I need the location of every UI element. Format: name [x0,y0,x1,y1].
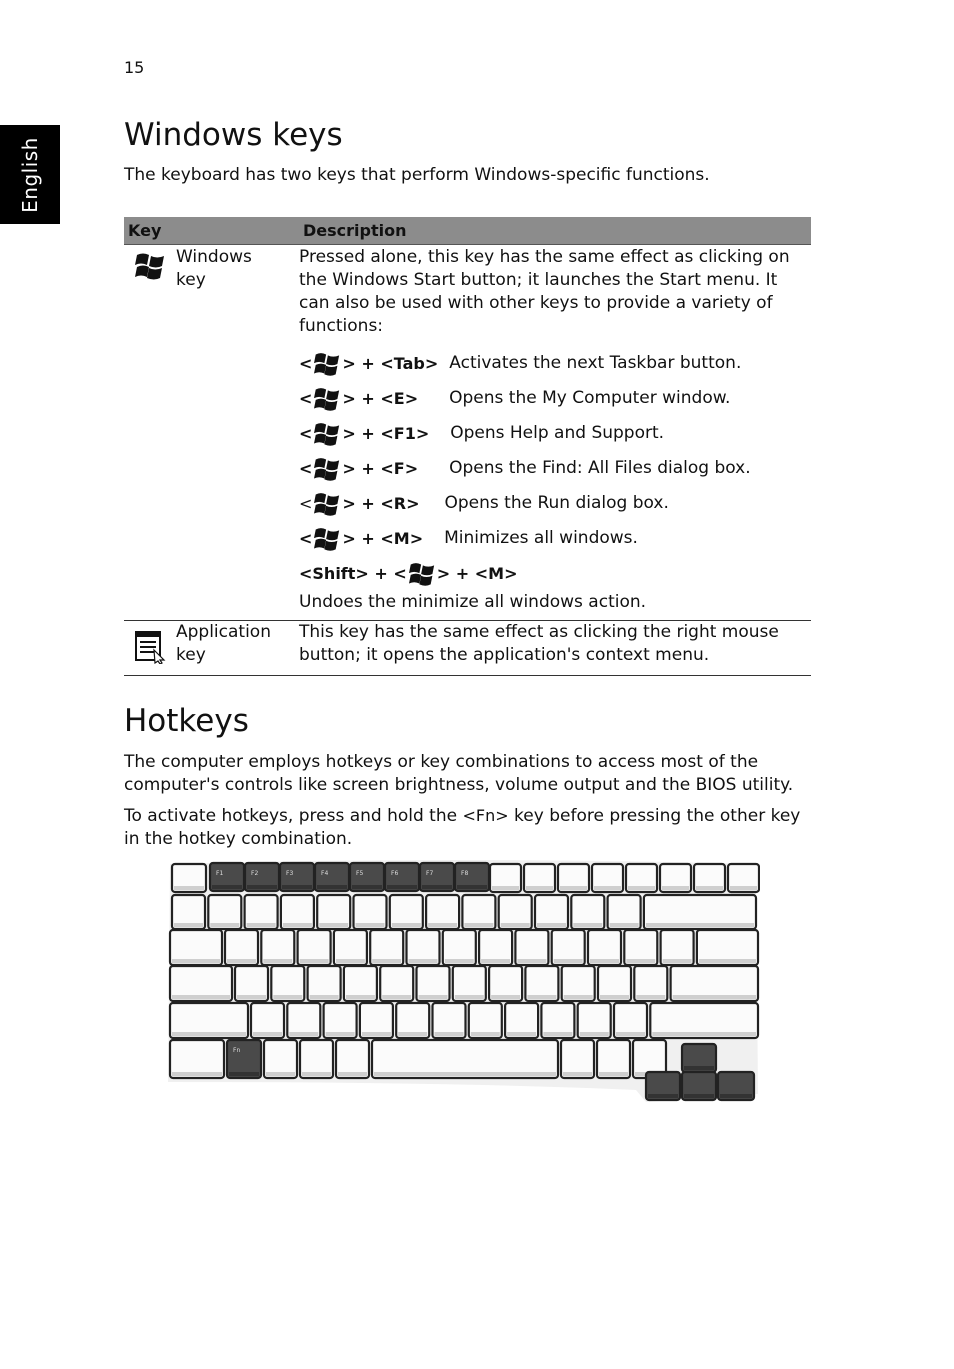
combo-desc: Opens Help and Support. [450,423,665,443]
key [324,1003,357,1038]
hotkeys-para2-after: key before pressing the other key in the hotkey combination. [124,806,801,849]
key [354,895,387,929]
key [661,930,694,965]
key-function [210,863,244,891]
key [281,895,314,929]
key [728,864,759,892]
keyboard-illustration [166,858,760,1104]
combo-shift-m-desc: Undoes the minimize all windows action. [299,592,647,612]
key-function [315,863,349,891]
key-arrow-left [646,1072,680,1100]
windows-key-description [299,245,811,620]
combo-key: > + <M> [436,564,518,583]
application-key-name-line1: Application [176,622,271,642]
key [308,966,341,1001]
windows-logo-icon [407,561,437,587]
key [541,1003,574,1038]
key [443,930,476,965]
key [360,1003,393,1038]
key-arrow-down [682,1072,716,1100]
key [298,930,331,965]
combo-key: < [299,459,313,478]
key-fn [227,1040,261,1078]
windows-logo-icon [312,526,342,552]
combo-shift-m [299,556,811,591]
key [499,895,532,929]
windows-key-name-line2: key [176,270,206,290]
language-label: English [18,136,42,213]
windows-keys-intro: The keyboard has two keys that perform Windows-specific functions. [124,165,710,185]
combo-key: > + <R> [342,494,420,513]
key [261,930,294,965]
key-function [420,863,454,891]
key-label: Fn [233,1047,241,1054]
page-number: 15 [124,58,145,77]
table-row-application-key [124,621,811,676]
key [588,930,621,965]
key-label: F8 [461,870,469,877]
key-label: F7 [426,870,434,877]
combo-key: < [299,424,313,443]
key-space [372,1040,558,1078]
key [597,1040,630,1078]
key [571,895,604,929]
header-key: Key [128,221,162,240]
combo-desc: Opens the My Computer window. [449,388,731,408]
key [225,930,258,965]
combo-e [299,381,811,416]
key-enter [671,966,758,1001]
key [300,1040,333,1078]
key [433,1003,466,1038]
windows-logo-icon [312,491,342,517]
application-key-icon-cell [124,621,176,675]
application-menu-icon [134,630,166,664]
key [336,1040,369,1078]
combo-key: > + <F1> [342,424,430,443]
combo-key: < [299,494,313,513]
key-function [280,863,314,891]
key [558,864,589,892]
key [525,966,558,1001]
key [317,895,350,929]
language-side-tab [0,125,60,224]
windows-keys-heading: Windows keys [124,117,343,153]
key-label: F6 [391,870,399,877]
windows-key-icon-cell [124,245,176,620]
key [271,966,304,1001]
combo-key: <Shift> + < [299,564,407,583]
key-arrow-right [718,1072,754,1100]
key [390,895,423,929]
key [407,930,440,965]
key [490,864,521,892]
windows-logo-icon [134,251,166,281]
combo-key: > + <Tab> [342,354,439,373]
key [562,966,595,1001]
key-function [350,863,384,891]
fn-key-ref: <Fn> [462,806,509,825]
combo-key: < [299,529,313,548]
key-esc [172,864,206,892]
application-key-name [176,621,299,675]
windows-logo-icon [312,456,342,482]
keyboard-svg [166,858,760,1104]
key [469,1003,502,1038]
key [370,930,403,965]
combo-f1 [299,416,811,451]
key-tab [170,930,222,965]
hotkeys-para1: The computer employs hotkeys or key combinations to access most of the computer's controls like screen brightness, volume output and the BIOS utility. [124,752,794,795]
key-function [385,863,419,891]
key-function [245,863,279,891]
key [172,895,205,929]
key [614,1003,647,1038]
key [287,1003,320,1038]
hotkeys-para2 [124,804,814,851]
key [697,930,758,965]
key [245,895,278,929]
combo-desc: Minimizes all windows. [444,528,638,548]
key [660,864,691,892]
key-shift-right [650,1003,758,1038]
key-label: F5 [356,870,364,877]
key-label: F3 [286,870,294,877]
key [524,864,555,892]
key [505,1003,538,1038]
application-key-description: This key has the same effect as clicking the right mouse button; it opens the application's context menu. [299,622,779,665]
key-backspace [644,895,756,929]
key [552,930,585,965]
key-label: F1 [216,870,224,877]
key [561,1040,594,1078]
key [251,1003,284,1038]
windows-logo-icon [312,351,342,377]
key [489,966,522,1001]
key-arrow-up [682,1044,716,1072]
windows-logo-icon [312,421,342,447]
windows-key-description-text: Pressed alone, this key has the same effect as clicking on the Windows Start button; it launches the Start menu. It can also be used with other keys to provide a variety of functions: [299,247,790,336]
key [380,966,413,1001]
hotkeys-heading: Hotkeys [124,703,249,739]
table-header [124,217,811,245]
windows-key-name [176,245,299,620]
combo-key: < [299,389,313,408]
combo-desc: Opens the Find: All Files dialog box. [449,458,751,478]
header-description: Description [303,221,407,240]
key-ctrl-left [170,1040,224,1078]
key-function [455,863,489,891]
key [578,1003,611,1038]
combo-key: > + <M> [342,529,424,548]
key [453,966,486,1001]
key [344,966,377,1001]
combo-desc: Opens the Run dialog box. [444,493,669,513]
key [592,864,623,892]
key [626,864,657,892]
key [417,966,450,1001]
windows-key-name-line1: Windows [176,247,252,267]
key [598,966,631,1001]
combo-desc: Activates the next Taskbar button. [449,353,742,373]
windows-logo-icon [312,386,342,412]
combo-tab [299,346,811,381]
key [396,1003,429,1038]
combo-f [299,451,811,486]
key-shift-left [170,1003,248,1038]
key [624,930,657,965]
key [426,895,459,929]
key-label: F4 [321,870,329,877]
windows-keys-table [124,217,811,676]
key [608,895,641,929]
key [334,930,367,965]
hotkeys-para2-before: To activate hotkeys, press and hold the [124,806,463,826]
key [208,895,241,929]
key [264,1040,297,1078]
key [694,864,725,892]
combo-m [299,521,811,556]
key-label: F2 [251,870,259,877]
key [462,895,495,929]
combo-key: < [299,354,313,373]
key [479,930,512,965]
key [535,895,568,929]
combo-r [299,486,811,521]
combo-key: > + <F> [342,459,419,478]
key [515,930,548,965]
combo-key: > + <E> [342,389,419,408]
key-caps [170,966,232,1001]
key [634,966,667,1001]
key [235,966,268,1001]
application-key-name-line2: key [176,645,206,665]
table-row-windows-key [124,245,811,621]
